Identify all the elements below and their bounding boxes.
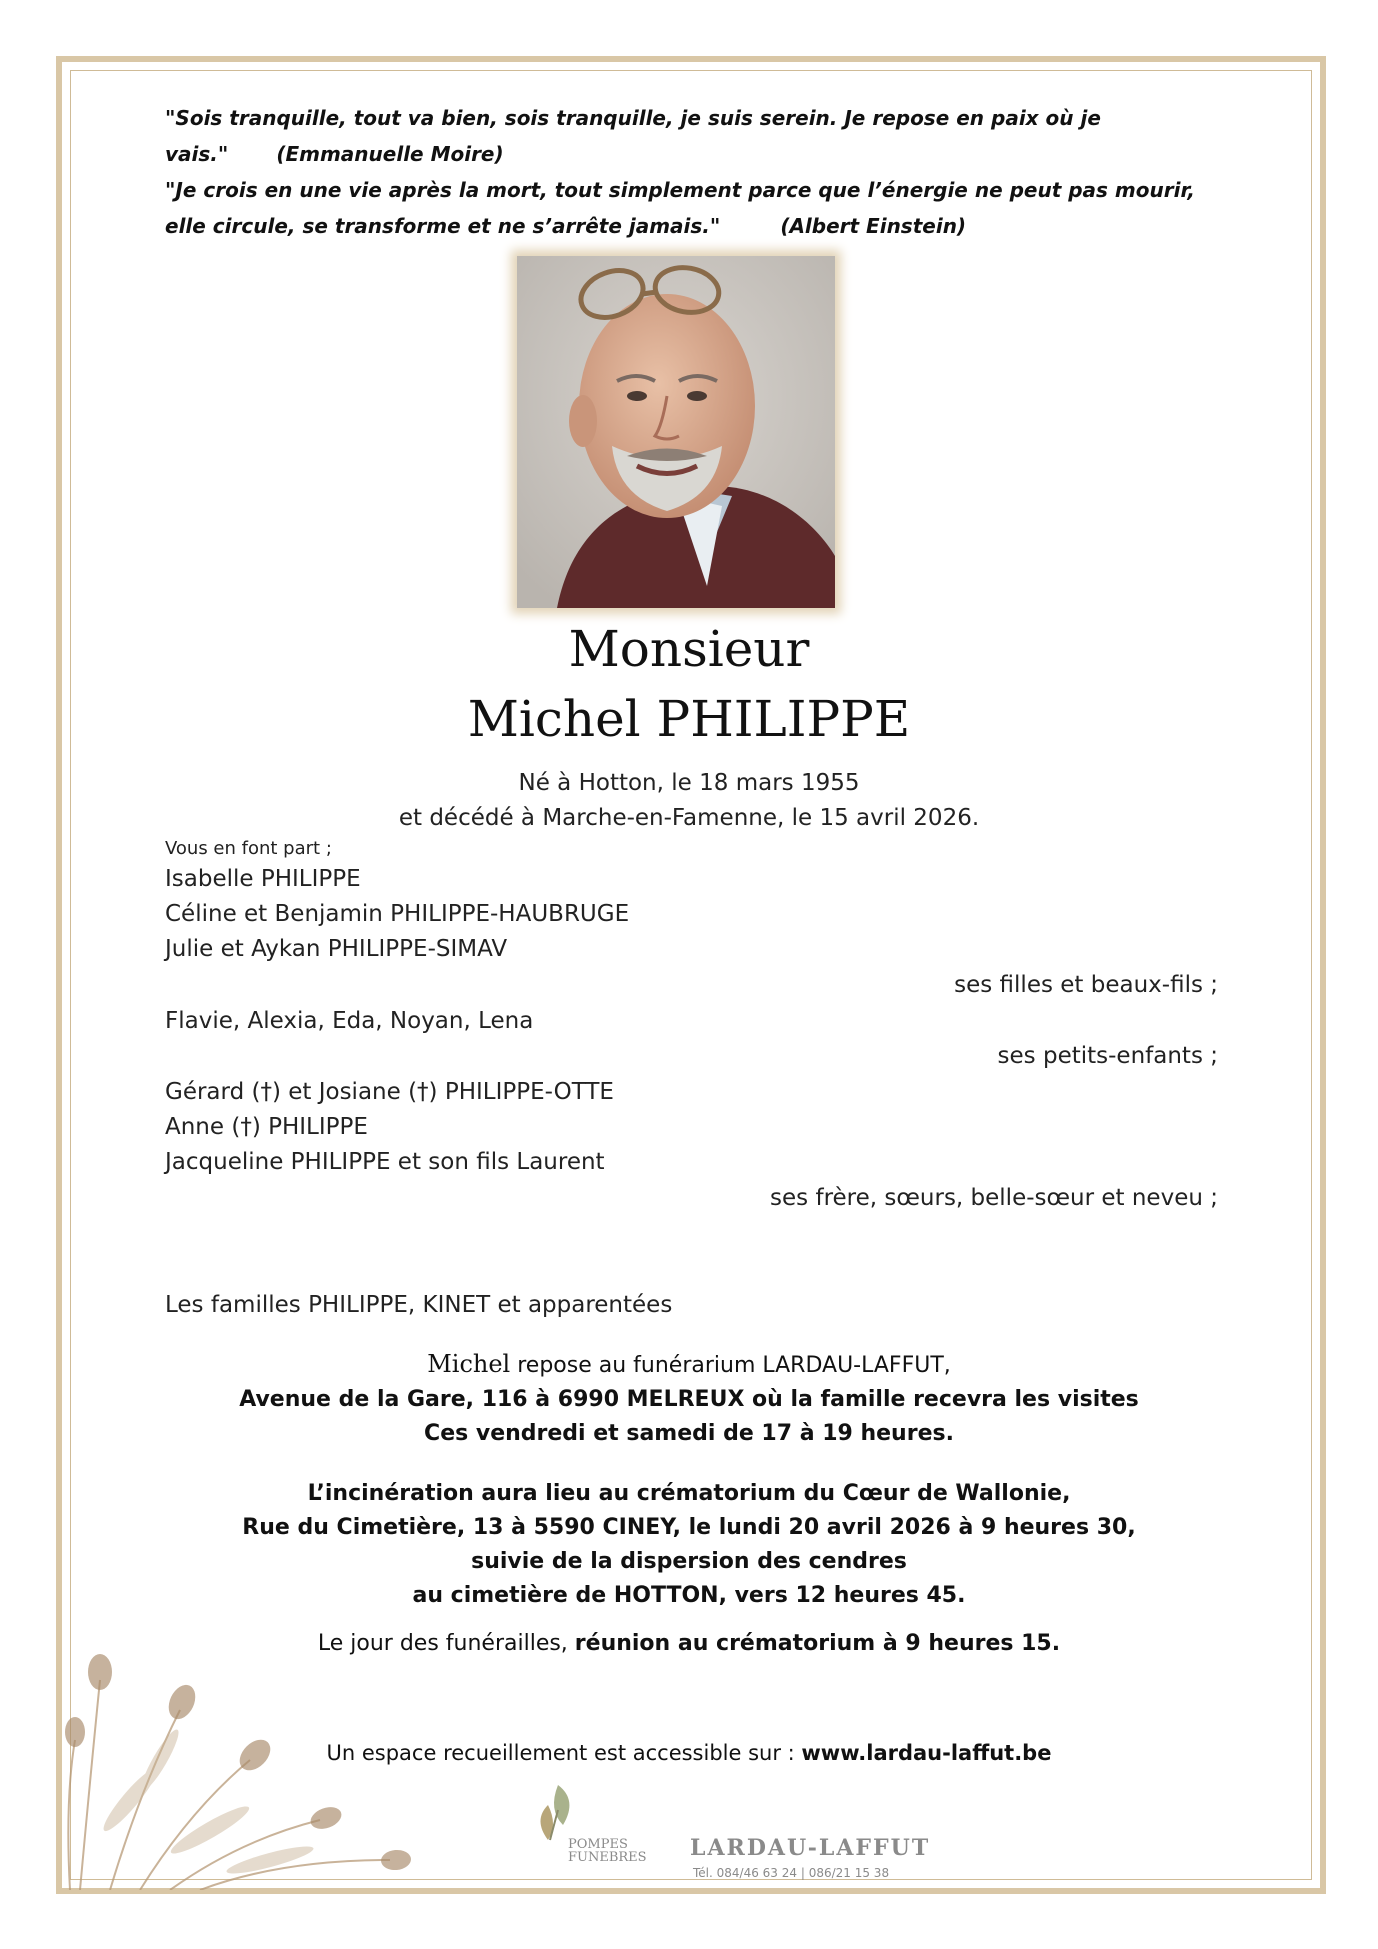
salutation: Monsieur [568,620,810,678]
quote-2-line-1: "Je crois en une vie après la mort, tout simplement parce que l’énergie ne peut pas mourir, [165,178,1195,202]
portrait-photo [517,256,835,608]
family-daughter-1: Isabelle PHILIPPE [165,866,361,892]
family-daughter-2: Céline et Benjamin PHILIPPE-HAUBRUGE [165,901,630,927]
quote-1-line-2 [165,136,1225,172]
quote-1-line-1: "Sois tranquille, tout va bien, sois tranquille, je suis serein. Je repose en paix où je [165,106,1101,130]
dried-flowers-decoration [60,1560,420,1890]
quote-2-line-2 [165,208,1225,244]
quote-2-end: elle circule, se transforme et ne s’arrête jamais." [165,214,721,238]
family-daughter-3: Julie et Aykan PHILIPPE-SIMAV [165,936,508,962]
daughters-relation: ses filles et beaux-fils ; [954,972,1218,998]
pompes-line-1: POMPES [568,1837,628,1852]
grandchildren-names: Flavie, Alexia, Eda, Noyan, Lena [165,1008,534,1034]
pompes-funebres-label [568,1838,647,1864]
family-sibling-3: Jacqueline PHILIPPE et son fils Laurent [165,1149,605,1175]
birth-line: Né à Hotton, le 18 mars 1955 [518,770,860,796]
grandchildren-relation: ses petits-enfants ; [997,1043,1218,1069]
quote-1-author: (Emmanuelle Moire) [276,142,504,166]
quote-1-end: vais." [165,142,229,166]
meeting-time: réunion au crématorium à 9 heures 15. [574,1631,1061,1656]
meeting-prefix: Le jour des funérailles, [317,1631,575,1656]
online-prefix: Un espace recueillement est accessible sur : [326,1741,802,1765]
cremation-line-1: L’incinération aura lieu au crématorium du Cœur de Wallonie, [307,1481,1071,1506]
online-url-link[interactable]: www.lardau-laffut.be [801,1741,1052,1765]
portrait-illustration [517,256,835,608]
deceased-name: Michel PHILIPPE [467,690,911,748]
cremation-line-3: suivie de la dispersion des cendres [471,1549,907,1574]
visitation-rest: repose au funérarium LARDAU-LAFFUT, [510,1353,951,1378]
death-line: et décédé à Marche-en-Famenne, le 15 avril 2026. [398,805,980,831]
cremation-line-2: Rue du Cimetière, 13 à 5590 CINEY, le lundi 20 avril 2026 à 9 heures 30, [242,1515,1136,1540]
brand-name: LARDAU-LAFFUT [690,1835,931,1861]
quotes-block [165,100,1225,244]
pompes-line-2: FUNEBRES [568,1850,647,1865]
family-sibling-2: Anne (†) PHILIPPE [165,1114,368,1140]
visitation-line-2: Avenue de la Gare, 116 à 6990 MELREUX où la famille recevra les visites [239,1387,1139,1412]
siblings-relation: ses frère, sœurs, belle-sœur et neveu ; [770,1185,1218,1211]
visitation-line-3: Ces vendredi et samedi de 17 à 19 heures. [424,1421,954,1446]
family-sibling-1: Gérard (†) et Josiane (†) PHILIPPE-OTTE [165,1079,614,1105]
brand-phone: Tél. 084/46 63 24 | 086/21 15 38 [693,1866,890,1880]
visitation-line-1 [0,1350,1378,1378]
announcement-intro: Vous en font part ; [165,838,332,859]
visitation-name: Michel [427,1350,511,1378]
quote-2-author: (Albert Einstein) [780,214,967,238]
cremation-line-4: au cimetière de HOTTON, vers 12 heures 45. [412,1583,966,1608]
families-line: Les familles PHILIPPE, KINET et apparentées [165,1292,673,1318]
